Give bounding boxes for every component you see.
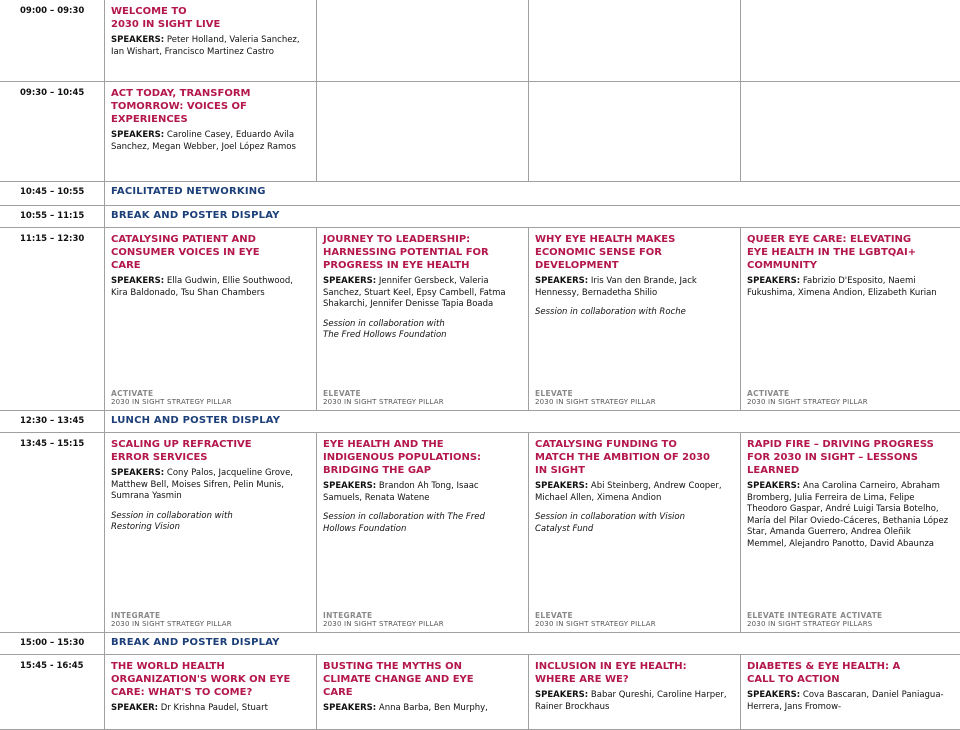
empty-cell [528, 0, 740, 81]
schedule-row [0, 655, 960, 730]
speakers-label: SPEAKERS: [747, 276, 801, 286]
session-collaboration-note: Session in collaboration with Roche [535, 307, 686, 317]
session-speakers: SPEAKERS: Caroline Casey, Eduardo Avila Sanchez, Megan Webber, Joel López Ramos [111, 130, 296, 152]
session-collaboration-note: Session in collaboration with The Fred Hollows Foundation [323, 318, 447, 340]
strategy-pillar-caption: 2030 IN SIGHT STRATEGY PILLAR [323, 620, 444, 628]
speakers-label: SPEAKERS: [535, 276, 589, 286]
session-speakers: SPEAKERS: Peter Holland, Valeria Sanchez, Ian Wishart, Francisco Martinez Castro [111, 35, 300, 57]
session-speakers: SPEAKERS: Brandon Ah Tong, Isaac Samuels, Renata Watene [323, 481, 479, 503]
empty-cell [316, 82, 528, 181]
session-title: CATALYSING PATIENT AND CONSUMER VOICES IN EYE CARE [111, 234, 260, 271]
session-cell [104, 0, 316, 81]
speakers-label: SPEAKERS: [323, 276, 377, 286]
speakers-label: SPEAKERS: [747, 690, 801, 700]
speakers-label: SPEAKERS: [111, 35, 165, 45]
session-title: QUEER EYE CARE: ELEVATING EYE HEALTH IN THE LGBTQAI+ COMMUNITY [747, 234, 917, 271]
session-title: RAPID FIRE – DRIVING PROGRESS FOR 2030 IN SIGHT – LESSONS LEARNED [747, 439, 934, 476]
empty-cell [528, 82, 740, 181]
full-width-session-label: BREAK AND POSTER DISPLAY [111, 637, 280, 648]
time-slot: 09:30 – 10:45 [20, 88, 85, 98]
strategy-pillar-caption: 2030 IN SIGHT STRATEGY PILLAR [323, 398, 444, 406]
session-speakers: SPEAKERS: Cony Palos, Jacqueline Grove, Matthew Bell, Moises Sifren, Pelin Munis, Sumrana Yasmin [111, 468, 294, 501]
session-speakers: SPEAKERS: Abi Steinberg, Andrew Cooper, Michael Allen, Ximena Andion [535, 481, 722, 503]
empty-cell [740, 82, 960, 181]
session-speakers: SPEAKERS: Iris Van den Brande, Jack Hennessy, Bernadetha Shilio [535, 276, 697, 298]
strategy-pillar-caption: 2030 IN SIGHT STRATEGY PILLAR [111, 398, 232, 406]
time-slot: 15:45 - 16:45 [20, 661, 84, 671]
time-slot: 13:45 – 15:15 [20, 439, 85, 449]
strategy-pillar [323, 611, 444, 628]
schedule-row [0, 206, 960, 228]
full-width-session-label: FACILITATED NETWORKING [111, 186, 266, 197]
session-speakers: SPEAKERS: Fabrizio D'Esposito, Naemi Fukushima, Ximena Andion, Elizabeth Kurian [747, 276, 937, 298]
session-title: EYE HEALTH AND THE INDIGENOUS POPULATIONS: BRIDGING THE GAP [323, 439, 482, 476]
session-speakers: SPEAKERS: Jennifer Gersbeck, Valeria Sanchez, Stuart Keel, Epsy Cambell, Fatma Shakarchi, Jennifer Denisse Tapia Boada [323, 276, 506, 309]
session-title: THE WORLD HEALTH ORGANIZATION'S WORK ON EYE CARE: WHAT'S TO COME? [111, 661, 291, 698]
session-title: BUSTING THE MYTHS ON CLIMATE CHANGE AND EYE CARE [323, 661, 474, 698]
full-width-session [104, 206, 960, 227]
strategy-pillar-caption: 2030 IN SIGHT STRATEGY PILLAR [111, 620, 232, 628]
strategy-pillar [111, 611, 232, 628]
session-cell [104, 228, 316, 410]
session-speakers: SPEAKERS: Ella Gudwin, Ellie Southwood, Kira Baldonado, Tsu Shan Chambers [111, 276, 293, 298]
session-title: INCLUSION IN EYE HEALTH: WHERE ARE WE? [535, 661, 687, 685]
session-title: JOURNEY TO LEADERSHIP: HARNESSING POTENTIAL FOR PROGRESS IN EYE HEALTH [323, 234, 489, 271]
schedule-row [0, 82, 960, 182]
speakers-label: SPEAKERS: [111, 130, 165, 140]
speakers-label: SPEAKERS: [535, 690, 589, 700]
strategy-pillar [535, 389, 656, 406]
session-collaboration-note: Session in collaboration with Vision Catalyst Fund [535, 512, 685, 534]
session-cell [740, 433, 960, 632]
strategy-pillar-name: ELEVATE [323, 389, 361, 398]
strategy-pillar-name: INTEGRATE [323, 611, 373, 620]
speakers-label: SPEAKERS: [323, 481, 377, 491]
schedule-row [0, 0, 960, 82]
time-slot: 11:15 – 12:30 [20, 234, 85, 244]
session-speakers: SPEAKERS: Cova Bascaran, Daniel Paniagua-Herrera, Jans Fromow- [747, 690, 944, 712]
speakers-label: SPEAKERS: [535, 481, 589, 491]
schedule-row [0, 633, 960, 655]
time-slot: 12:30 – 13:45 [20, 416, 85, 426]
empty-cell [316, 0, 528, 81]
strategy-pillar [323, 389, 444, 406]
strategy-pillar-name: ELEVATE [535, 389, 573, 398]
session-cell [528, 433, 740, 632]
time-slot: 10:55 – 11:15 [20, 211, 85, 221]
session-title: CATALYSING FUNDING TO MATCH THE AMBITION OF 2030 IN SIGHT [535, 439, 710, 476]
session-cell [316, 228, 528, 410]
session-cell [740, 655, 960, 729]
speakers-label: SPEAKERS: [747, 481, 801, 491]
session-cell [104, 655, 316, 729]
session-cell [104, 433, 316, 632]
schedule-row [0, 433, 960, 633]
speakers-label: SPEAKERS: [323, 703, 377, 713]
full-width-session-label: LUNCH AND POSTER DISPLAY [111, 415, 281, 426]
strategy-pillar-caption: 2030 IN SIGHT STRATEGY PILLAR [535, 620, 656, 628]
session-cell [316, 433, 528, 632]
session-speakers: SPEAKER: Dr Krishna Paudel, Stuart [111, 703, 268, 713]
speakers-label: SPEAKERS: [111, 468, 165, 478]
full-width-session [104, 633, 960, 654]
session-title: WELCOME TO 2030 IN SIGHT LIVE [111, 6, 221, 30]
full-width-session [104, 411, 960, 432]
strategy-pillar-name: ACTIVATE [747, 389, 790, 398]
schedule-row [0, 182, 960, 206]
strategy-pillar [535, 611, 656, 628]
strategy-pillar [747, 611, 882, 628]
session-speakers: SPEAKERS: Ana Carolina Carneiro, Abraham Bromberg, Julia Ferreira de Lima, Felipe Theodoro Gaspar, André Luigi Tarsia Botelho, María del Pilar Oviedo-Cáceres, Bethania López Star, Amanda Guerrero, Andrea Oleñik Memmel, Alejandro Panotto, David Abaunza [747, 481, 949, 549]
strategy-pillar [747, 389, 868, 406]
strategy-pillar-caption: 2030 IN SIGHT STRATEGY PILLAR [747, 398, 868, 406]
session-cell [104, 82, 316, 181]
strategy-pillar-name: ELEVATE [535, 611, 573, 620]
session-cell [740, 228, 960, 410]
strategy-pillar-name: ACTIVATE [111, 389, 154, 398]
schedule-row [0, 228, 960, 411]
session-title: SCALING UP REFRACTIVE ERROR SERVICES [111, 439, 252, 463]
full-width-session-label: BREAK AND POSTER DISPLAY [111, 210, 280, 221]
session-speakers: SPEAKERS: Anna Barba, Ben Murphy, [323, 703, 488, 713]
session-cell [316, 655, 528, 729]
time-slot: 10:45 – 10:55 [20, 187, 85, 197]
session-collaboration-note: Session in collaboration with Restoring Vision [111, 510, 233, 532]
session-title: DIABETES & EYE HEALTH: A CALL TO ACTION [747, 661, 901, 685]
session-collaboration-note: Session in collaboration with The Fred Hollows Foundation [323, 512, 485, 534]
time-slot: 09:00 – 09:30 [20, 6, 85, 16]
strategy-pillar-name: INTEGRATE [111, 611, 161, 620]
strategy-pillar [111, 389, 232, 406]
session-title: ACT TODAY, TRANSFORM TOMORROW: VOICES OF EXPERIENCES [111, 88, 251, 125]
schedule-row [0, 411, 960, 433]
session-cell [528, 228, 740, 410]
strategy-pillar-name: ELEVATE INTEGRATE ACTIVATE [747, 611, 883, 620]
strategy-pillar-caption: 2030 IN SIGHT STRATEGY PILLARS [747, 620, 873, 628]
session-cell [528, 655, 740, 729]
speakers-label: SPEAKERS: [111, 276, 165, 286]
time-slot: 15:00 – 15:30 [20, 638, 85, 648]
speakers-label: SPEAKER: [111, 703, 159, 713]
session-speakers: SPEAKERS: Babar Qureshi, Caroline Harper, Rainer Brockhaus [535, 690, 727, 712]
empty-cell [740, 0, 960, 81]
strategy-pillar-caption: 2030 IN SIGHT STRATEGY PILLAR [535, 398, 656, 406]
session-title: WHY EYE HEALTH MAKES ECONOMIC SENSE FOR DEVELOPMENT [535, 234, 676, 271]
full-width-session [104, 182, 960, 205]
